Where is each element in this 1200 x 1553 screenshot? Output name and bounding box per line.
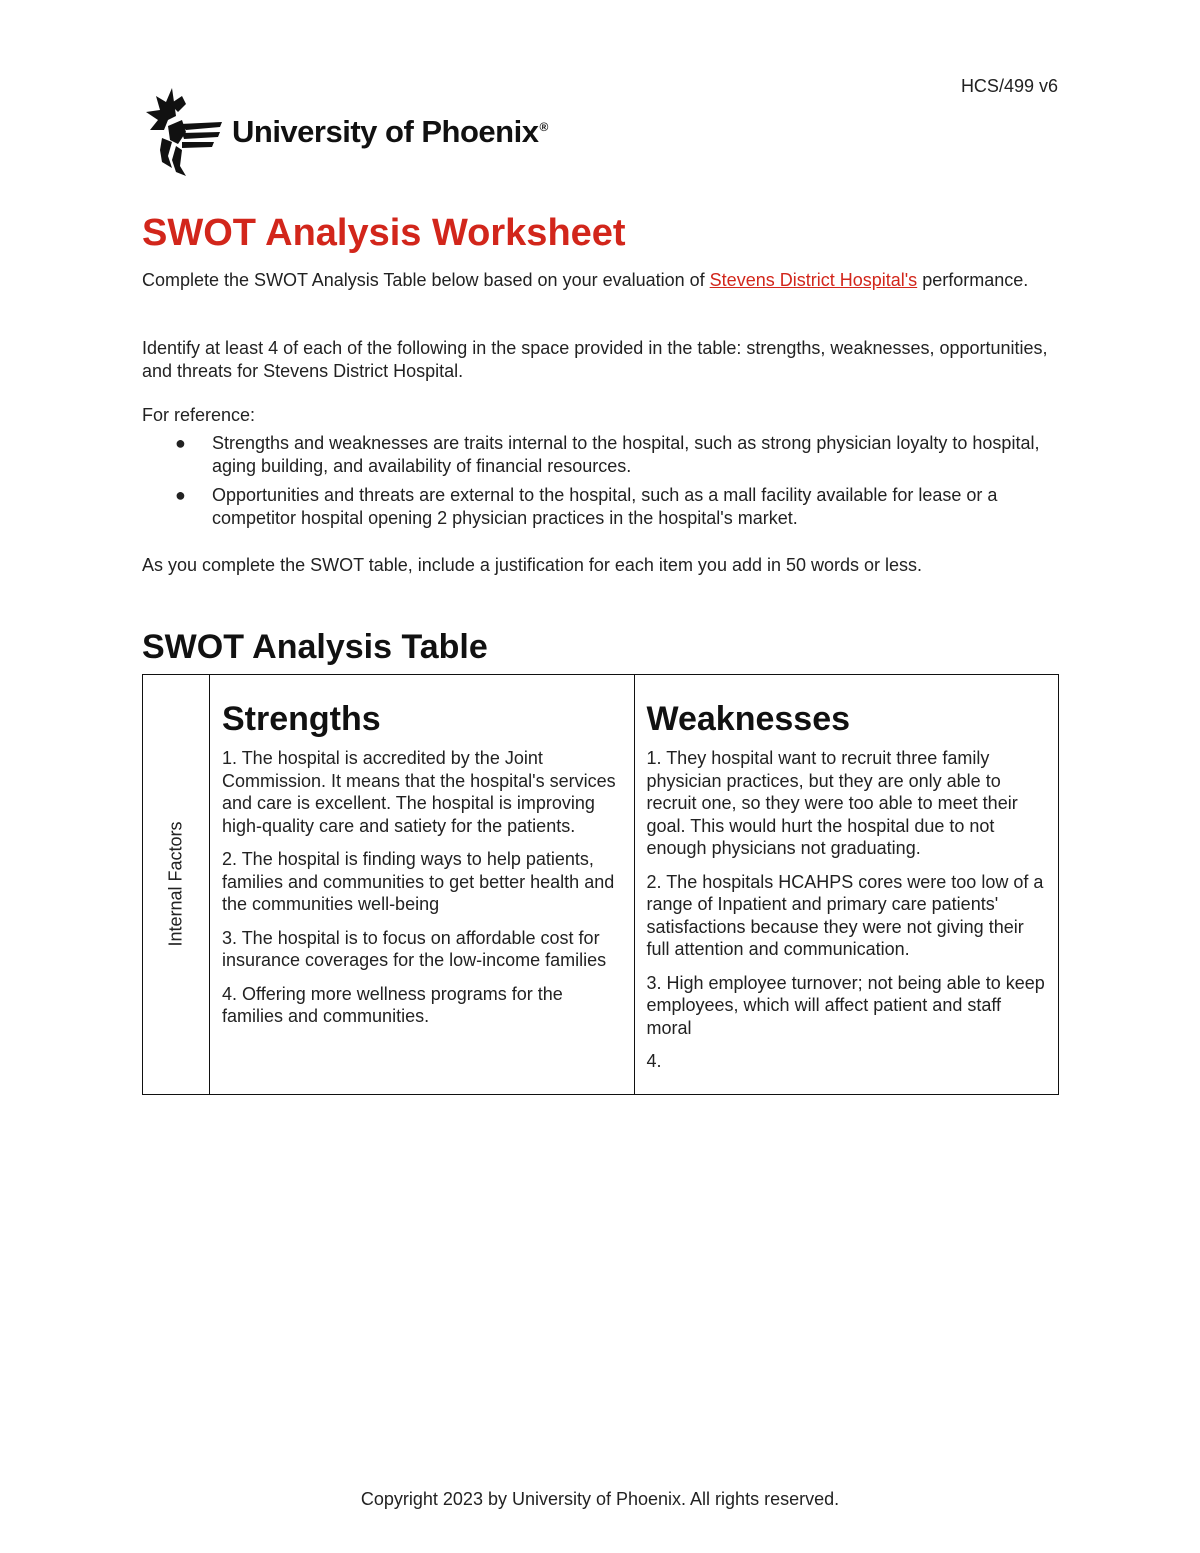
strength-item: 2. The hospital is finding ways to help patients, families and communities to get better health and the communities well-being — [222, 849, 615, 914]
side-label-cell — [143, 675, 210, 1095]
list-item: ● Opportunities and threats are external to the hospital, such as a mall facility available for lease or a competitor hospital opening 2 physician practices in the hospital's market. — [175, 485, 998, 528]
weakness-item: 3. High employee turnover; not being able to keep employees, which will affect patient and staff moral — [646, 972, 1045, 1038]
weaknesses-heading: Weaknesses — [646, 700, 851, 738]
weaknesses-cell[interactable] — [634, 675, 1059, 1095]
stevens-hospital-link[interactable]: Stevens District Hospital's — [709, 270, 918, 290]
intro-paragraph-2: Identify at least 4 of each of the following in the space provided in the table: strengths, weaknesses, opportunities, and threats for Stevens District Hospital. — [142, 338, 1048, 381]
internal-factors-label: Internal Factors — [165, 821, 186, 947]
university-logo — [142, 86, 548, 178]
reference-label: For reference: — [142, 405, 256, 425]
instructions-paragraph: As you complete the SWOT table, include a justification for each item you add in 50 words or less. — [142, 555, 923, 575]
table-title: SWOT Analysis Table — [142, 628, 488, 666]
phoenix-bird-icon — [142, 86, 224, 178]
bullet-icon: ● — [175, 433, 186, 453]
intro-paragraph-1: Complete the SWOT Analysis Table below based on your evaluation of Stevens District Hospital's performance. — [142, 270, 1029, 290]
weakness-item: 4. — [646, 1051, 662, 1071]
table-row — [143, 675, 1059, 1095]
list-item: ● Strengths and weaknesses are traits internal to the hospital, such as strong physician loyalty to hospital, aging building, and availability of financial resources. — [175, 433, 1040, 476]
strength-item: 1. The hospital is accredited by the Joint Commission. It means that the hospital's services and care is excellent. The hospital is improving high-quality care and satiety for the patients. — [222, 748, 616, 836]
strength-item: 3. The hospital is to focus on affordable cost for insurance coverages for the low-income families — [222, 927, 607, 970]
logo-wordmark: University of Phoenix® — [232, 114, 548, 149]
weakness-item: 1. They hospital want to recruit three family physician practices, but they are only able to recruit one, so they were too able to meet their goal. This would hurt the hospital due to not enough physicians not graduating. — [646, 748, 1018, 858]
copyright-footer: Copyright 2023 by University of Phoenix. All rights reserved. — [360, 1489, 840, 1509]
course-code: HCS/499 v6 — [960, 76, 1058, 96]
weakness-item: 2. The hospitals HCAHPS cores were too low of a range of Inpatient and primary care patients' satisfactions because they were not giving their full attention and communication. — [646, 871, 1044, 959]
page-title: SWOT Analysis Worksheet — [142, 212, 626, 254]
strength-item: 4. Offering more wellness programs for the families and communities. — [222, 983, 563, 1026]
bullet-icon: ● — [175, 485, 186, 505]
strengths-heading: Strengths — [222, 700, 381, 738]
swot-table — [142, 674, 1059, 1095]
strengths-cell[interactable] — [210, 675, 635, 1095]
reference-list — [142, 432, 1062, 536]
